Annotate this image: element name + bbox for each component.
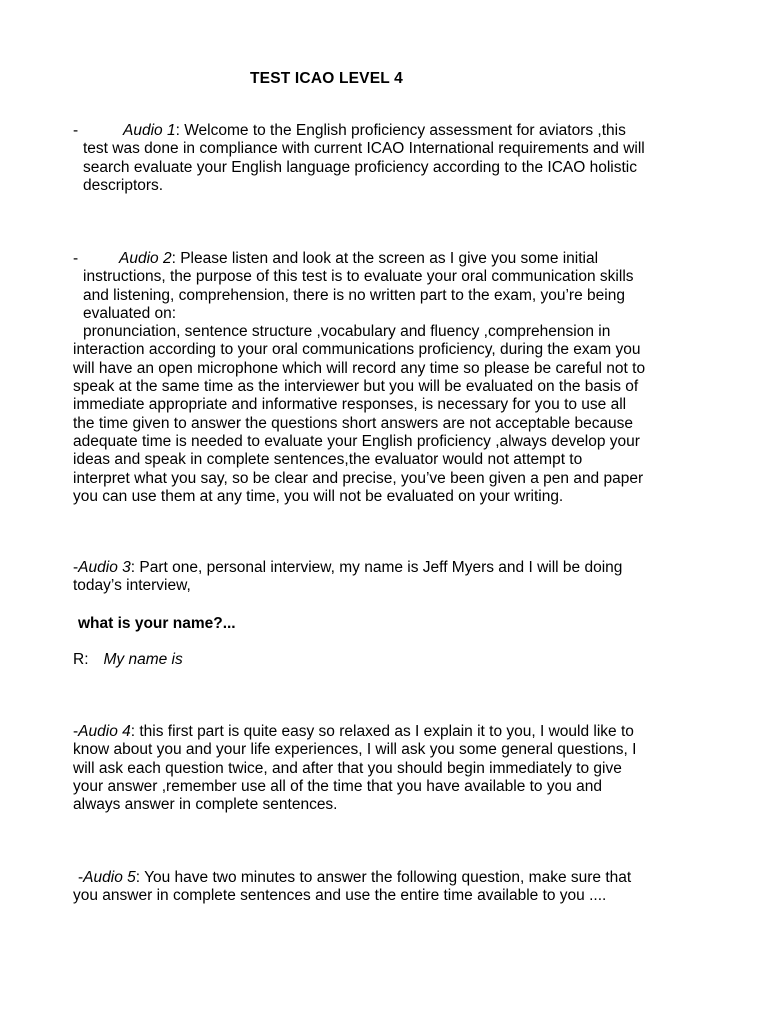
- audio-3-line: today’s interview,: [73, 577, 191, 595]
- audio-1-text: : Welcome to the English proficiency assessment for aviators ,this: [175, 122, 626, 139]
- audio-4-line: will ask each question twice, and after that you should begin immediately to give: [73, 759, 622, 777]
- response-line: [73, 651, 723, 669]
- audio-2-line: you can use them at any time, you will not be evaluated on your writing.: [73, 487, 564, 505]
- audio-5-section: [73, 869, 723, 906]
- response-text: My name is: [103, 651, 183, 668]
- audio-3-prefix: -: [73, 559, 79, 576]
- audio-2-line: immediate appropriate and informative responses, is necessary for you to use all: [73, 396, 627, 414]
- audio-2-text: : Please listen and look at the screen as I give you some initial: [171, 250, 599, 267]
- audio-4-text: : this first part is quite easy so relaxed as I explain it to you, I would like to: [130, 723, 634, 740]
- question-text: what is your name?...: [78, 615, 236, 632]
- audio-2-line: will have an open microphone which will record any time so please be careful not to: [73, 359, 646, 377]
- audio-5-prefix: -: [78, 869, 84, 886]
- audio-2-line: and listening, comprehension, there is no written part to the exam, you’re being: [83, 286, 625, 304]
- audio-1-line: test was done in compliance with current ICAO International requirements and will: [83, 140, 645, 158]
- audio-4-line: know about you and your life experiences, I will ask you some general questions, I: [73, 741, 637, 759]
- bullet-dash: -: [73, 122, 79, 139]
- audio-2-line: adequate time is needed to evaluate your English proficiency ,always develop your: [73, 432, 640, 450]
- audio-2-line: ideas and speak in complete sentences,the evaluator would not attempt to: [73, 451, 583, 469]
- audio-2-line: the time given to answer the questions short answers are not acceptable because: [73, 414, 634, 432]
- audio-2-line: speak at the same time as the interviewer but you will be evaluated on the basis of: [73, 378, 639, 396]
- audio-3-label: Audio 3: [78, 559, 131, 576]
- audio-5-line: you answer in complete sentences and use the entire time available to you ....: [73, 887, 607, 905]
- audio-3-first-line: [73, 559, 723, 577]
- audio-2-label: Audio 2: [119, 250, 172, 267]
- audio-1-section: [73, 122, 723, 195]
- audio-2-line: interpret what you say, so be clear and precise, you’ve been given a pen and paper: [73, 469, 644, 487]
- audio-1-line: search evaluate your English language proficiency according to the ICAO holistic: [83, 158, 638, 176]
- audio-2-line: pronunciation, sentence structure ,vocabulary and fluency ,comprehension in: [83, 323, 611, 341]
- audio-5-label: Audio 5: [83, 869, 136, 886]
- audio-1-line: descriptors.: [83, 176, 164, 194]
- audio-4-line: your answer ,remember use all of the time that you have available to you and: [73, 777, 603, 795]
- audio-1-first-line: [73, 122, 723, 140]
- audio-3-text: : Part one, personal interview, my name is Jeff Myers and I will be doing: [130, 559, 623, 576]
- audio-5-text: : You have two minutes to answer the following question, make sure that: [135, 869, 632, 886]
- audio-2-line: interaction according to your oral communications proficiency, during the exam you: [73, 341, 641, 359]
- audio-2-first-line: [73, 250, 723, 268]
- audio-4-section: [73, 723, 723, 814]
- audio-4-first-line: [73, 723, 723, 741]
- audio-4-label: Audio 4: [78, 723, 131, 740]
- bullet-dash: -: [73, 250, 79, 267]
- audio-2-section: [73, 250, 723, 506]
- response-label: R:: [73, 651, 89, 668]
- audio-4-prefix: -: [73, 723, 79, 740]
- audio-4-line: always answer in complete sentences.: [73, 796, 338, 814]
- document-title: TEST ICAO LEVEL 4: [250, 70, 403, 87]
- audio-1-label: Audio 1: [123, 122, 176, 139]
- audio-3-section: [73, 559, 723, 596]
- audio-2-line: instructions, the purpose of this test is to evaluate your oral communication skills: [83, 268, 634, 286]
- audio-5-first-line: [73, 869, 723, 887]
- audio-2-line: evaluated on:: [83, 304, 177, 322]
